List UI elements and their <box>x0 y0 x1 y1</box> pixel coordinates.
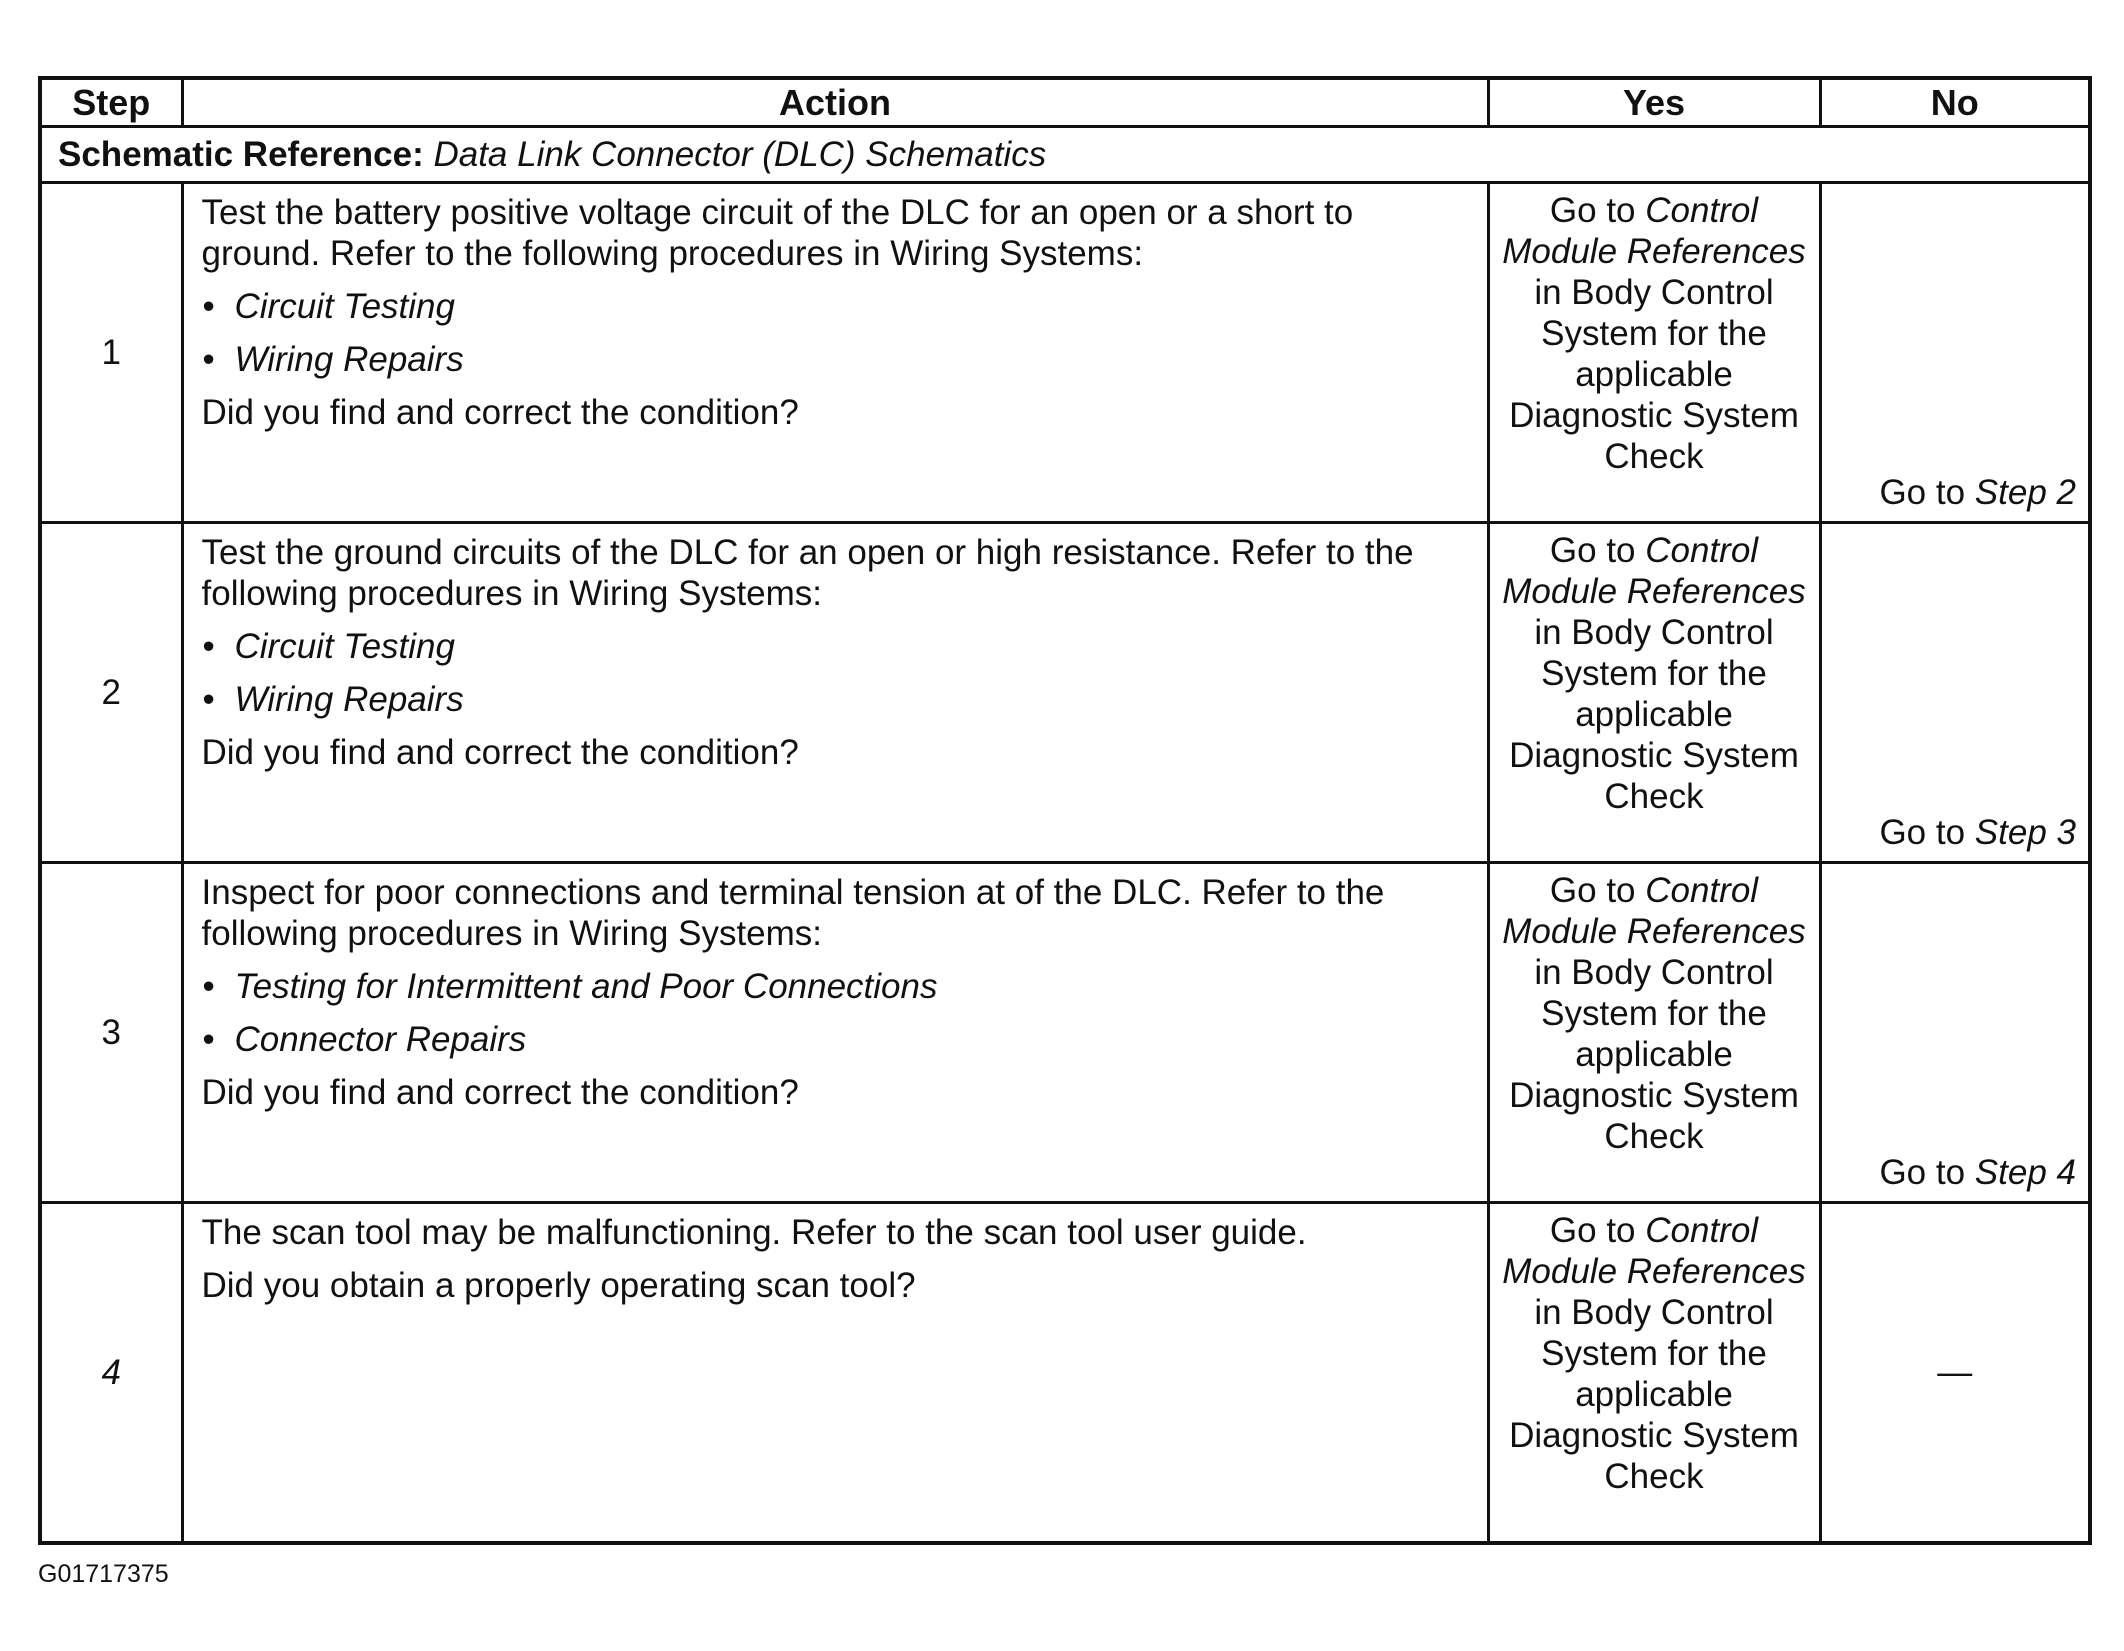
yes-reference-link[interactable]: Control Module References <box>1502 531 1806 611</box>
header-no: No <box>1820 78 2090 127</box>
yes-reference-link[interactable]: Control Module References <box>1502 871 1806 951</box>
step-number: 1 <box>40 183 182 523</box>
procedure-link[interactable]: • Wiring Repairs <box>235 339 1471 380</box>
step-number: 2 <box>40 523 182 863</box>
table-row <box>40 523 2090 863</box>
action-question: Did you obtain a properly operating scan tool? <box>201 1266 916 1305</box>
schematic-reference-row <box>40 127 2090 183</box>
yes-cell <box>1488 863 1820 1203</box>
no-cell <box>1820 523 2090 863</box>
yes-go-to: Go to <box>1549 1211 1636 1250</box>
action-intro: The scan tool may be malfunctioning. Refer to the scan tool user guide. <box>201 1213 1307 1252</box>
action-question: Did you find and correct the condition? <box>201 393 799 432</box>
table-row <box>40 183 2090 523</box>
procedure-link[interactable]: • Wiring Repairs <box>235 679 1471 720</box>
no-step-link[interactable]: Step 4 <box>1974 1153 2076 1192</box>
procedure-list <box>202 626 1471 720</box>
header-row <box>40 78 2090 127</box>
procedure-link[interactable]: • Testing for Intermittent and Poor Connections <box>235 966 1471 1007</box>
no-go-to: Go to <box>1879 813 1966 852</box>
procedure-link[interactable]: • Circuit Testing <box>235 286 1471 327</box>
table-row <box>40 863 2090 1203</box>
action-intro: Inspect for poor connections and terminal tension at of the DLC. Refer to the following procedures in Wiring Systems: <box>201 873 1385 953</box>
action-cell <box>182 183 1488 523</box>
step-number: 3 <box>40 863 182 1203</box>
yes-cell <box>1488 1203 1820 1543</box>
no-step-link[interactable]: Step 3 <box>1974 813 2076 852</box>
header-action: Action <box>182 78 1488 127</box>
yes-reference-link[interactable]: Control Module References <box>1502 1211 1806 1291</box>
yes-cell <box>1488 183 1820 523</box>
procedure-link[interactable]: • Connector Repairs <box>235 1019 1471 1060</box>
table-row <box>40 1203 2090 1543</box>
yes-go-to: Go to <box>1549 871 1636 910</box>
action-intro: Test the ground circuits of the DLC for an open or high resistance. Refer to the following procedures in Wiring Systems: <box>201 533 1414 613</box>
figure-id: G01717375 <box>38 1560 169 1588</box>
header-step: Step <box>40 78 182 127</box>
schematic-reference-link[interactable]: Data Link Connector (DLC) Schematics <box>433 135 1047 174</box>
no-go-to: Go to <box>1879 473 1966 512</box>
no-step-link[interactable]: Step 2 <box>1974 473 2076 512</box>
yes-reference-tail: in Body Control System for the applicable Diagnostic System Check <box>1509 273 1799 476</box>
schematic-reference <box>40 127 2090 183</box>
yes-reference-link[interactable]: Control Module References <box>1502 191 1806 271</box>
yes-reference-tail: in Body Control System for the applicable Diagnostic System Check <box>1509 613 1799 816</box>
procedure-list <box>202 286 1471 380</box>
action-cell <box>182 1203 1488 1543</box>
schematic-reference-label: Schematic Reference: <box>58 135 424 174</box>
no-cell <box>1820 183 2090 523</box>
action-question: Did you find and correct the condition? <box>201 733 799 772</box>
no-go-to: Go to <box>1879 1153 1966 1192</box>
header-yes: Yes <box>1488 78 1820 127</box>
no-cell <box>1820 1203 2090 1543</box>
yes-go-to: Go to <box>1549 531 1636 570</box>
diagnostic-table <box>38 76 2092 1545</box>
yes-reference-tail: in Body Control System for the applicable Diagnostic System Check <box>1509 1293 1799 1496</box>
yes-reference-tail: in Body Control System for the applicable Diagnostic System Check <box>1509 953 1799 1156</box>
no-value-dash: — <box>1937 1352 1973 1392</box>
no-cell <box>1820 863 2090 1203</box>
procedure-link[interactable]: • Circuit Testing <box>235 626 1471 667</box>
action-cell <box>182 523 1488 863</box>
action-cell <box>182 863 1488 1203</box>
yes-cell <box>1488 523 1820 863</box>
action-question: Did you find and correct the condition? <box>201 1073 799 1112</box>
action-intro: Test the battery positive voltage circuit of the DLC for an open or a short to ground. Refer to the following procedures in Wiring Systems: <box>201 193 1354 273</box>
procedure-list <box>202 966 1471 1060</box>
step-number: 4 <box>40 1203 182 1543</box>
yes-go-to: Go to <box>1549 191 1636 230</box>
